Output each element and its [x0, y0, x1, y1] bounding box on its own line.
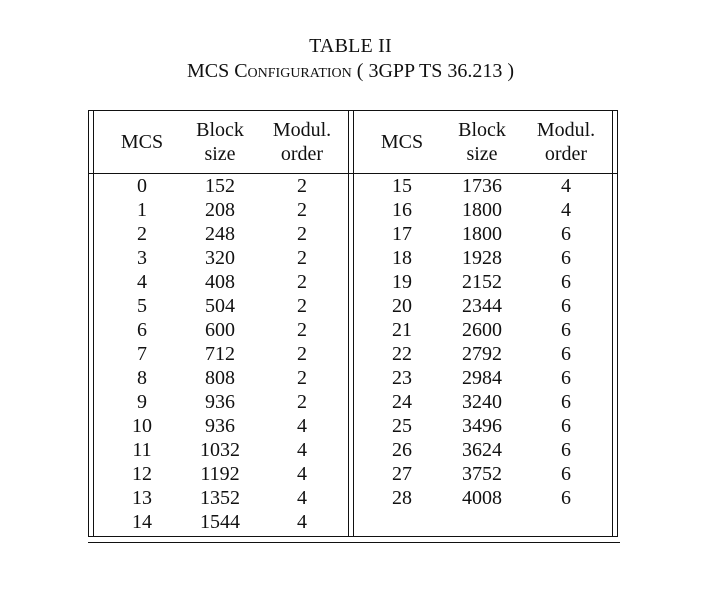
header-modulation-order-left-line-2: order [280, 143, 324, 165]
modulation-order-right-cell: 6 [561, 415, 571, 437]
table-row [88, 294, 618, 318]
modulation-order-left-cell: 4 [297, 487, 307, 509]
modulation-order-right-cell: 6 [561, 319, 571, 341]
header-modulation-order-right-line-2: order [544, 143, 588, 165]
mcs-right-cell: 25 [392, 415, 412, 437]
table-row [88, 414, 618, 438]
block-size-right-cell: 2984 [462, 367, 502, 389]
header-mcs-right: MCS [380, 131, 424, 153]
block-size-left-cell: 1032 [200, 439, 240, 461]
mcs-right-cell: 23 [392, 367, 412, 389]
mcs-left-cell: 12 [132, 463, 152, 485]
modulation-order-left-cell: 4 [297, 415, 307, 437]
modulation-order-right-cell: 4 [561, 199, 571, 221]
modulation-order-left-cell: 4 [297, 463, 307, 485]
modulation-order-right-cell: 6 [561, 487, 571, 509]
mcs-right-cell: 19 [392, 271, 412, 293]
table-bottom-rule [88, 536, 618, 537]
table-row [88, 318, 618, 342]
mcs-right-cell: 24 [392, 391, 412, 413]
modulation-order-left-cell: 2 [297, 319, 307, 341]
block-size-left-cell: 1192 [200, 463, 240, 485]
modulation-order-left-cell: 2 [297, 223, 307, 245]
table-row [88, 462, 618, 486]
table-title [0, 61, 701, 81]
mcs-left-cell: 13 [132, 487, 152, 509]
header-mcs-left: MCS [120, 131, 164, 153]
modulation-order-left-cell: 2 [297, 391, 307, 413]
mcs-left-cell: 3 [137, 247, 147, 269]
mcs-right-cell: 18 [392, 247, 412, 269]
modulation-order-left-cell: 2 [297, 199, 307, 221]
block-size-left-cell: 1544 [200, 511, 240, 533]
mcs-left-cell: 0 [137, 175, 147, 197]
modulation-order-right-cell: 6 [561, 247, 571, 269]
mcs-left-cell: 8 [137, 367, 147, 389]
table-row [88, 222, 618, 246]
mcs-right-cell: 16 [392, 199, 412, 221]
modulation-order-right-cell: 6 [561, 367, 571, 389]
modulation-order-left-cell: 2 [297, 175, 307, 197]
block-size-left-cell: 208 [205, 199, 235, 221]
modulation-order-left-cell: 4 [297, 511, 307, 533]
mcs-right-cell: 28 [392, 487, 412, 509]
block-size-right-cell: 2152 [462, 271, 502, 293]
block-size-left-cell: 152 [205, 175, 235, 197]
table-bottom-outer-rule [88, 542, 620, 543]
table-title-small-caps: onfiguration [247, 60, 352, 82]
mcs-left-cell: 10 [132, 415, 152, 437]
block-size-right-cell: 1736 [462, 175, 502, 197]
block-size-left-cell: 808 [205, 367, 235, 389]
modulation-order-right-cell: 6 [561, 343, 571, 365]
modulation-order-left-cell: 2 [297, 247, 307, 269]
modulation-order-left-cell: 2 [297, 367, 307, 389]
mcs-left-cell: 9 [137, 391, 147, 413]
table-row [88, 174, 618, 198]
block-size-left-cell: 1352 [200, 487, 240, 509]
modulation-order-right-cell: 4 [561, 175, 571, 197]
modulation-order-left-cell: 2 [297, 295, 307, 317]
modulation-order-right-cell: 6 [561, 295, 571, 317]
mcs-right-cell: 21 [392, 319, 412, 341]
mcs-right-cell: 27 [392, 463, 412, 485]
table-row [88, 270, 618, 294]
block-size-left-cell: 408 [205, 271, 235, 293]
block-size-left-cell: 936 [205, 391, 235, 413]
block-size-right-cell: 4008 [462, 487, 502, 509]
table-label: TABLE II [309, 35, 392, 57]
modulation-order-left-cell: 2 [297, 271, 307, 293]
header-modulation-order-right-line-1: Modul. [536, 119, 596, 141]
table-row [88, 510, 618, 534]
block-size-right-cell: 1800 [462, 223, 502, 245]
header-block-size-left [176, 118, 264, 166]
table-row [88, 342, 618, 366]
header-block-size-left-line-1: Block [196, 119, 244, 141]
block-size-right-cell: 3240 [462, 391, 502, 413]
mcs-left-cell: 5 [137, 295, 147, 317]
modulation-order-right-cell: 6 [561, 271, 571, 293]
table-row [88, 198, 618, 222]
mcs-left-cell: 11 [132, 439, 152, 461]
block-size-left-cell: 936 [205, 415, 235, 437]
mcs-right-cell: 26 [392, 439, 412, 461]
table-title-prefix: MCS C [186, 60, 248, 82]
mcs-configuration-table [88, 110, 620, 542]
block-size-right-cell: 3752 [462, 463, 502, 485]
header-block-size-right-line-2: size [466, 143, 498, 165]
block-size-right-cell: 2600 [462, 319, 502, 341]
block-size-right-cell: 3624 [462, 439, 502, 461]
block-size-left-cell: 248 [205, 223, 235, 245]
modulation-order-right-cell: 6 [561, 463, 571, 485]
modulation-order-right-cell: 6 [561, 439, 571, 461]
modulation-order-right-cell: 6 [561, 223, 571, 245]
block-size-right-cell: 1800 [462, 199, 502, 221]
block-size-right-cell: 1928 [462, 247, 502, 269]
table-row [88, 438, 618, 462]
table-row [88, 390, 618, 414]
block-size-right-cell: 3496 [462, 415, 502, 437]
table-row [88, 246, 618, 270]
mcs-left-cell: 14 [132, 511, 152, 533]
block-size-right-cell: 2792 [462, 343, 502, 365]
modulation-order-left-cell: 4 [297, 439, 307, 461]
mcs-left-cell: 6 [137, 319, 147, 341]
table-body [88, 174, 618, 534]
table-row [88, 486, 618, 510]
block-size-right-cell: 2344 [462, 295, 502, 317]
mcs-right-cell: 15 [392, 175, 412, 197]
modulation-order-right-cell: 6 [561, 391, 571, 413]
block-size-left-cell: 504 [205, 295, 235, 317]
mcs-left-cell: 7 [137, 343, 147, 365]
block-size-left-cell: 320 [205, 247, 235, 269]
table-row [88, 366, 618, 390]
mcs-right-cell: 20 [392, 295, 412, 317]
modulation-order-left-cell: 2 [297, 343, 307, 365]
header-modulation-order-left [264, 118, 340, 166]
table-title-suffix: ( 3GPP TS 36.213 ) [351, 60, 515, 82]
mcs-left-cell: 2 [137, 223, 147, 245]
header-block-size-right [436, 118, 528, 166]
block-size-left-cell: 712 [205, 343, 235, 365]
mcs-left-cell: 1 [137, 199, 147, 221]
block-size-left-cell: 600 [205, 319, 235, 341]
header-block-size-right-line-1: Block [458, 119, 506, 141]
header-modulation-order-left-line-1: Modul. [272, 119, 332, 141]
header-block-size-left-line-2: size [204, 143, 236, 165]
mcs-right-cell: 17 [392, 223, 412, 245]
mcs-right-cell: 22 [392, 343, 412, 365]
mcs-left-cell: 4 [137, 271, 147, 293]
header-modulation-order-right [528, 118, 604, 166]
